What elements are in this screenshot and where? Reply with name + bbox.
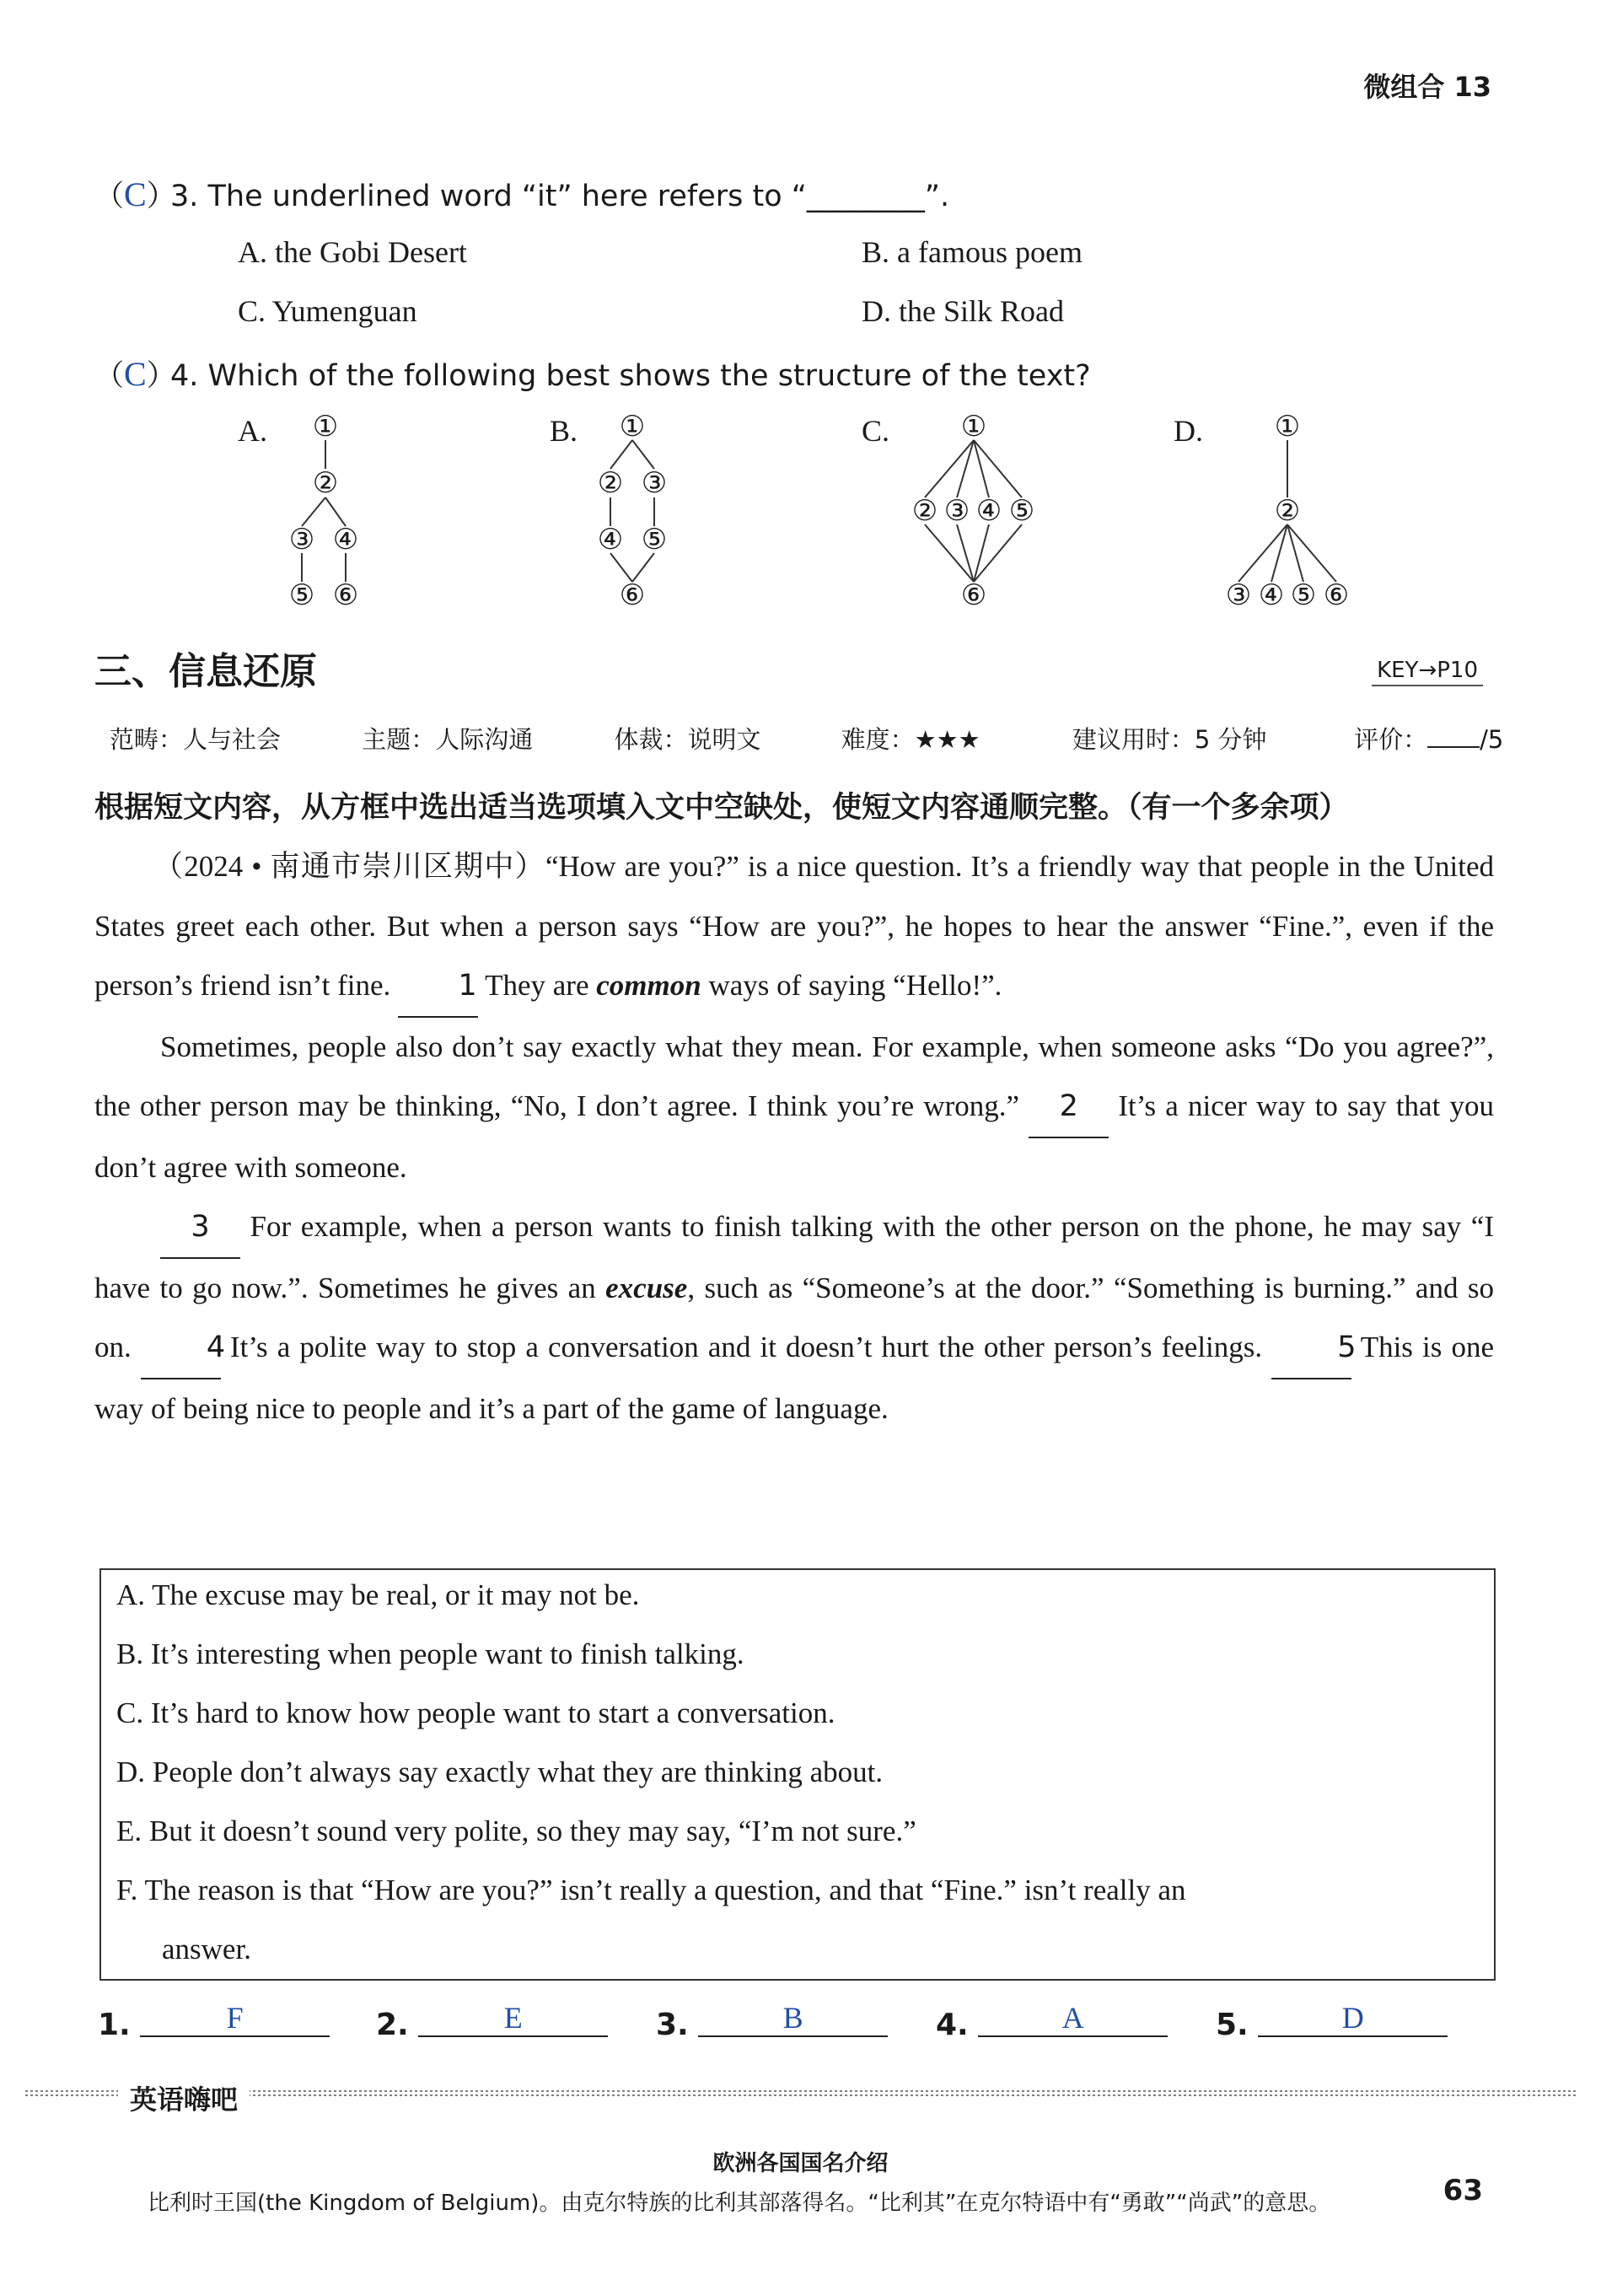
answer-3: 3. B (656, 2007, 888, 2044)
answer-2-value[interactable]: E (418, 2000, 608, 2037)
q3-option-d: D. the Silk Road (862, 294, 1064, 328)
diagram-c-node-5: ⑤ (1008, 494, 1035, 528)
blank-5: 5 (1271, 1318, 1351, 1379)
answer-key-reference: KEY→P10 (1372, 656, 1483, 686)
meta-time: 建议用时：5 分钟 (1072, 725, 1267, 754)
trivia-text: 比利时王国(the Kingdom of Belgium)。由克尔特族的比利其部落得名。“比利其”在克尔特语中有“勇敢”“尚武”的意思。 (148, 2191, 1331, 2216)
answer-1-value[interactable]: F (140, 2000, 330, 2037)
diagram-d-node-5: ⑤ (1290, 578, 1317, 612)
instruction: 根据短文内容，从方框中选出适当选项填入文中空缺处，使短文内容通顺完整。（有一个多余项） (94, 791, 1349, 825)
diagram-b-node-2: ② (597, 466, 624, 500)
diagram-a-node-3: ③ (288, 523, 315, 557)
passage (94, 837, 1494, 1438)
diagram-a-node-5: ⑤ (288, 578, 315, 612)
choice-e: E. But it doesn’t sound very polite, so they may say, “I’m not sure.” (116, 1815, 916, 1847)
diagram-d-node-1: ① (1274, 410, 1301, 444)
choice-f: F. The reason is that “How are you?” isn’t really a question, and that “Fine.” isn’t really an (116, 1874, 1186, 1906)
diagram-a-node-1: ① (312, 410, 339, 444)
paragraph-2: Sometimes, people also don’t say exactly what they mean. For example, when someone asks “Do you agree?”, the other person may be thinking, “No, I don’t agree. I think you’re wrong.” 2 It’s a nicer way to say that you don’t agree with someone. (94, 1030, 1494, 1184)
column-title: 英语嗨吧 (118, 2078, 250, 2117)
answer-paren: （C） (94, 175, 176, 213)
diagram-d-node-4: ④ (1258, 578, 1285, 612)
question-3-text: 3. The underlined word “it” here refers to “________”. (170, 180, 950, 213)
choice-c: C. It’s hard to know how people want to start a conversation. (116, 1696, 835, 1729)
meta-topic: 主题：人际沟通 (362, 725, 534, 754)
diagram-a-node-6: ⑥ (332, 578, 359, 612)
answer-3-value[interactable]: B (698, 2000, 888, 2037)
question-4-text: 4. Which of the following best shows the structure of the text? (170, 359, 1091, 393)
blank-1: 1 (398, 956, 478, 1018)
meta-difficulty: 难度：★★★ (841, 725, 980, 754)
answer-5-value[interactable]: D (1258, 2000, 1448, 2037)
choice-b: B. It’s interesting when people want to finish talking. (116, 1637, 744, 1670)
diagram-c-node-1: ① (960, 410, 987, 444)
meta-score-label: 评价： (1354, 725, 1428, 754)
options-box (99, 1568, 1496, 1981)
diagram-a-node-4: ④ (332, 523, 359, 557)
question-4-answer: C (124, 355, 147, 393)
underlined-word-common: common (596, 969, 701, 1002)
footer-divider (25, 2089, 1577, 2098)
diagram-c-node-4: ④ (975, 494, 1002, 528)
diagram-b-node-5: ⑤ (641, 523, 668, 557)
meta-score-total: /5 (1480, 725, 1504, 754)
paragraph-3: 3 For example, when a person wants to finish talking with the other person on the phone, he may say “I have to go now.”. Sometimes he gives an excuse, such as “Someone’s at the door.” “Something is burning.” and so on. 4 It’s a polite way to stop a conversation and it doesn’t hurt the other person’s feelings. 5 This is one way of being nice to people and it’s a part of the game of language. (94, 1197, 1494, 1438)
unit-label: 微组合 13 (1363, 71, 1491, 103)
exercise-meta (110, 721, 1503, 755)
answer-2: 2. E (376, 2007, 608, 2044)
diagram-d-node-2: ② (1274, 494, 1301, 528)
answer-4: 4. A (936, 2007, 1168, 2044)
paragraph-1: （2024 • 南通市崇川区期中）“How are you?” is a nice question. It’s a friendly way that people in the United States greet each other. But when a person says “How are you?”, he hopes to hear the answer “Fine.”, even if the person’s friend isn’t fine. 1 They are common ways of saying “Hello!”. (94, 837, 1494, 1018)
choice-d: D. People don’t always say exactly what they are thinking about. (116, 1756, 884, 1788)
diagram-c-node-2: ② (911, 494, 938, 528)
q3-option-b: B. a famous poem (862, 235, 1083, 269)
diagram-b-node-4: ④ (597, 523, 624, 557)
blank-2: 2 (1029, 1077, 1109, 1138)
source-note: （2024 • 南通市崇川区期中） (153, 850, 545, 883)
diagram-d-node-6: ⑥ (1323, 578, 1350, 612)
diagram-b-node-3: ③ (641, 466, 668, 500)
diagram-d-label: D. (1174, 414, 1203, 448)
trivia-heading: 欧洲各国国名介绍 (712, 2151, 889, 2176)
question-3-answer: C (124, 175, 147, 213)
meta-genre: 体裁：说明文 (614, 725, 761, 754)
diagram-b-label: B. (550, 414, 578, 448)
page-number: 63 (1443, 2174, 1483, 2207)
structure-diagrams (0, 0, 1601, 624)
choice-a: A. The excuse may be real, or it may not be. (116, 1578, 640, 1611)
choice-f-continued: answer. (162, 1933, 251, 1965)
meta-domain: 范畴：人与社会 (110, 725, 282, 754)
diagram-a-node-2: ② (312, 466, 339, 500)
answer-5: 5. D (1216, 2007, 1448, 2044)
diagram-a-label: A. (238, 414, 267, 448)
answer-paren: （C） (94, 355, 176, 393)
blank-3: 3 (160, 1197, 240, 1259)
q3-option-a: A. the Gobi Desert (238, 235, 467, 269)
blank-4: 4 (141, 1318, 221, 1379)
diagram-b-node-6: ⑥ (619, 578, 646, 612)
diagram-d-node-3: ③ (1225, 578, 1252, 612)
diagram-c-node-3: ③ (943, 494, 970, 528)
q3-option-c: C. Yumenguan (238, 294, 417, 328)
underlined-word-excuse: excuse (605, 1271, 688, 1304)
score-blank (1427, 746, 1480, 748)
answer-1: 1. F (98, 2007, 330, 2044)
answer-4-value[interactable]: A (978, 2000, 1168, 2037)
diagram-c-label: C. (862, 414, 890, 448)
section-title: 三、信息还原 (94, 650, 317, 693)
diagram-b-node-1: ① (619, 410, 646, 444)
diagram-c-node-6: ⑥ (960, 578, 987, 612)
